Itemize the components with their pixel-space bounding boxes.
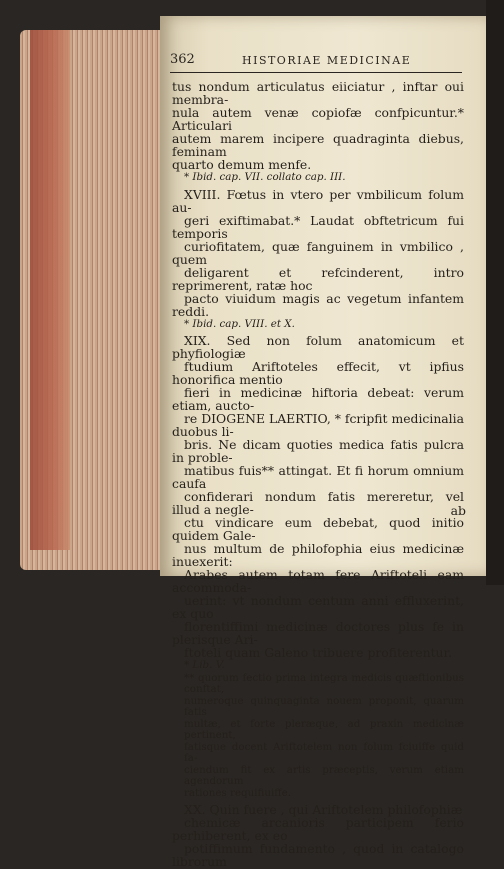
footnote	[184, 673, 464, 800]
text-line: ftoteli quam Galeno tribuere profiterentur.	[184, 645, 453, 660]
text-line: nus multum de philofophia eius medicinæ inuexerit:	[172, 541, 464, 569]
running-title: HISTORIAE MEDICINAE	[242, 54, 412, 67]
paragraph-xx	[172, 803, 464, 868]
text-line: ftudium Ariftoteles effecit, vt ipfius honorifica mentio	[172, 359, 464, 387]
text-line: matibus fuis** attingat. Et fi horum omnium caufa	[172, 463, 464, 491]
text-line: Arabes autem totam fere Ariftoteli eam accommoda-	[172, 567, 464, 595]
text-line: deligarent et refcinderent, intro reprimerent, ratæ hoc	[172, 264, 464, 293]
paragraph-continued	[172, 80, 464, 171]
page-number: 362	[170, 52, 195, 67]
footnote-line: ciendum fit ex artis præceptis, verum etiam agendorum	[184, 763, 464, 787]
footnote-line: fatisque docent Ariftotelem non folum fciuiffe quid fa-	[184, 740, 464, 764]
text-line: uerint: vt nondum centum anni effluxerint, ex quo	[172, 593, 464, 621]
text-line: XVIII. Fœtus in vtero per vmbilicum folum au-	[172, 186, 464, 215]
text-line: pacto viuidum magis ac vegetum infantem reddi.	[172, 290, 464, 319]
text-line: chemicæ arcanioris participem ferio perhiberent, ex eo	[172, 815, 464, 843]
text-line: XX. Quin fuere , qui Ariftotelem philofophiæ	[184, 802, 463, 817]
paragraph-xix	[172, 334, 464, 659]
text-line: geri exiftimabat.* Laudat obftetricum fui temporis	[172, 212, 464, 241]
catchword: ab	[450, 503, 466, 518]
text-line: quarto demum menfe.	[172, 157, 312, 172]
text-line: potiffimum fundamento , quod in catalogo librorum	[172, 841, 464, 869]
text-line: curiofitatem, quæ fanguinem in vmbilico , quem	[172, 238, 464, 267]
paragraph-xviii	[172, 188, 464, 318]
text-line: florentiffimi medicinæ doctores plus fe in plerisque Ari-	[172, 619, 464, 647]
text-line: re DIOGENE LAERTIO, * fcripfit medicinalia duobus li-	[172, 411, 464, 439]
text-line: autem marem incipere quadraginta diebus, feminam	[172, 131, 464, 159]
red-page-edge	[30, 30, 70, 550]
reference-note: * Lib. V.	[184, 659, 225, 671]
footnote-line: multæ, et forte pleræque, ad praxin medicinæ pertinent,	[184, 717, 464, 741]
text-line: bris. Ne dicam quoties medica fatis pulcra in proble-	[172, 437, 464, 465]
footnote-line: rationes requifiuiffe.	[184, 786, 291, 799]
page-body	[172, 80, 464, 868]
header-rule	[170, 72, 462, 73]
reference-note: * Ibid. cap. VIII. et X.	[184, 317, 295, 330]
footnote-line: ** quorum fectio prima integra medicis quæftionibus conftat,	[184, 671, 464, 695]
text-line: fieri in medicinæ hiftoria debeat: verum etiam, aucto-	[172, 385, 464, 413]
text-line: XIX. Sed non folum anatomicum et phyfiologiæ	[172, 333, 464, 361]
reference-note: * Ibid. cap. VII. collato cap. III.	[184, 171, 346, 183]
text-line: confiderari nondum fatis mereretur, vel illud a negle-	[172, 489, 464, 517]
text-line: tus nondum articulatus eiiciatur , inftar oui membra-	[172, 79, 464, 107]
text-line: ctu vindicare eum debebat, quod initio quidem Gale-	[172, 515, 464, 543]
dark-margin	[486, 0, 504, 585]
book-page	[160, 16, 486, 869]
text-line: nula autem venæ copiofæ confpicuntur.* Articulari	[172, 105, 464, 133]
footnote-line: numeroque quinquaginta nouem proponit, quarum fatis	[184, 694, 464, 718]
